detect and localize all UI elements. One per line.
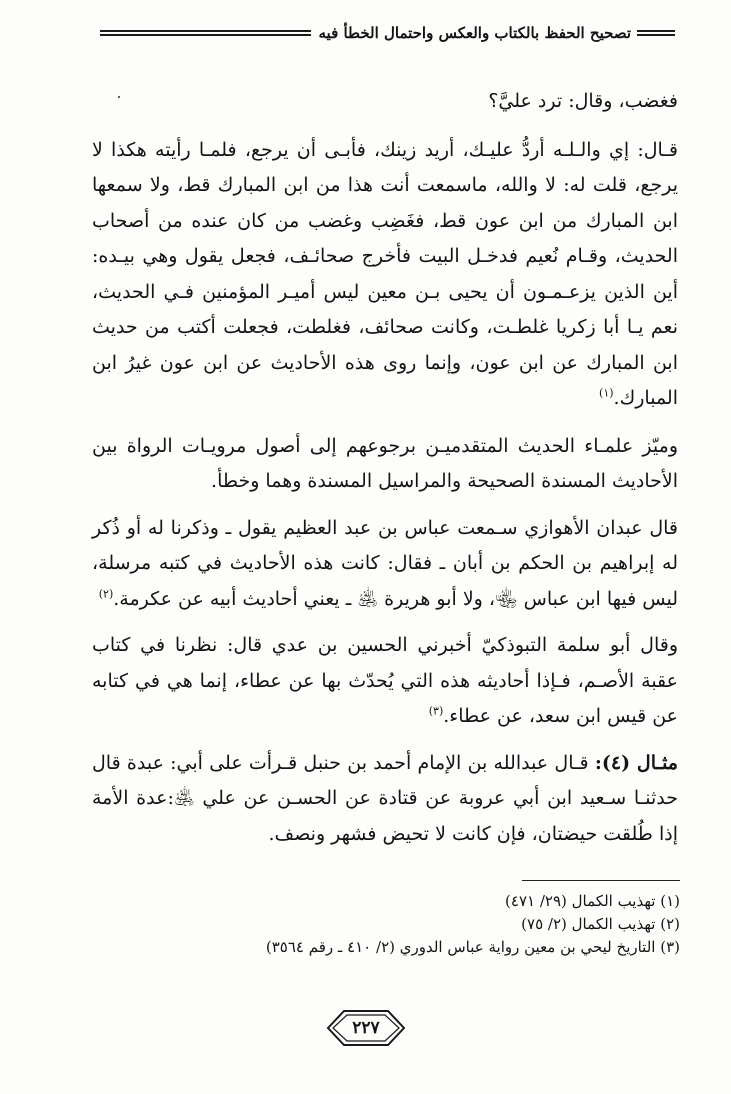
paragraph-text: وقال أبو سلمة التبوذكيّ أخبرني الحسين بن عدي قال: نظرنا في كتاب عقبة الأصـم، فـإذا أحاديثه هذه التي يُحدّث بها عن عطاء، إنما هي في كتابه عن قيس ابن سعد، عن عطاء.	[92, 634, 678, 727]
footnote: (٢) تهذيب الكمال (٢/ ٧٥)	[521, 915, 680, 933]
footnote-ref: (١)	[599, 386, 614, 400]
paragraph	[92, 628, 678, 735]
footnote-ref: (٢)	[98, 587, 114, 601]
footnote-separator	[522, 880, 680, 881]
paragraph-text: قـال: إي والـلـه أردُّ عليـك، أريد زينك، فأبـى أن يرجع، فلمـا رأيته هكذا لا يرجع، قلت له: لا والله، ماسمعت أنت هذا من ابن المبارك قط، ولا سمعها ابن المبارك من ابن عون قط، فغَضِب وغضب من كان عنده من أصحاب الحديث، وقـام نُعيم فدخـل البيت فأخرج صحائـف، فجعل يقول وهي بيـده: أين الذين يزعـمـون أن يحيى بـن معين ليس أميـر المؤمنين فـي الحديث، نعم يـا أبا زكريا غلطـت، وكانت صحائف، فغلطت، فجعلت أكتب من حديث ابن المبارك عن ابن عون، وإنما روى هذه الأحاديث عن ابن عون غيرُ ابن المبارك.	[92, 138, 678, 409]
footnote-ref: (٣)	[428, 704, 444, 718]
example-label: مثـال (٤):	[594, 751, 678, 774]
footnote: (٣) التاريخ ليحي بن معين رواية عباس الدوري (٢/ ٤١٠ ـ رقم ٣٥٦٤)	[265, 938, 680, 956]
paragraph-text: قـال عبدالله بن الإمام أحمد بن حنبل قـرأت على أبي: عبدة قال حدثنـا سـعيد ابن أبي عروبة عن قتادة عن الحسـن عن علي ﵁:عدة الأمة إذا طُلقت حيضتان، فإن كانت لا تحيض فشهر ونصف.	[92, 751, 678, 845]
running-title: تصحيح الحفظ بالكتاب والعكس واحتمال الخطأ فيه	[318, 24, 631, 42]
page-number: ٢٢٧	[352, 1018, 380, 1038]
paragraph	[92, 511, 678, 618]
main-text	[92, 84, 678, 863]
header-rule-left	[100, 30, 311, 36]
paragraph	[92, 429, 678, 500]
running-header	[100, 18, 675, 48]
paragraph	[92, 84, 678, 120]
paragraph-text: فغضب، وقال: ترد عليَّ؟	[488, 90, 678, 112]
page-number-ornament	[324, 1008, 408, 1048]
header-rule-right	[637, 30, 675, 36]
paragraph-text: وميّز علمـاء الحديث المتقدميـن برجوعهم إلى أصول مرويـات الرواة بين الأحاديث المسندة الصحيحة والمراسيل المسندة وهما وخطأ.	[92, 434, 678, 492]
footnote: (١) تهذيب الكمال (٢٩/ ٤٧١)	[505, 892, 680, 910]
footnotes	[150, 890, 680, 959]
paragraph-text: قال عبدان الأهوازي سـمعت عباس بن عبد العظيم يقول ـ وذكرنا له أو ذُكر له إبراهيم بن الحكم بن أبان ـ فقال: كانت هذه الأحاديث في كتبه مرسلة، ليس فيها ابن عباس ﵄، ولا أبو هريرة ﵁ ـ يعني أحاديث أبيه عن عكرمة.	[92, 516, 678, 610]
paragraph	[92, 133, 678, 417]
paragraph	[92, 746, 678, 853]
